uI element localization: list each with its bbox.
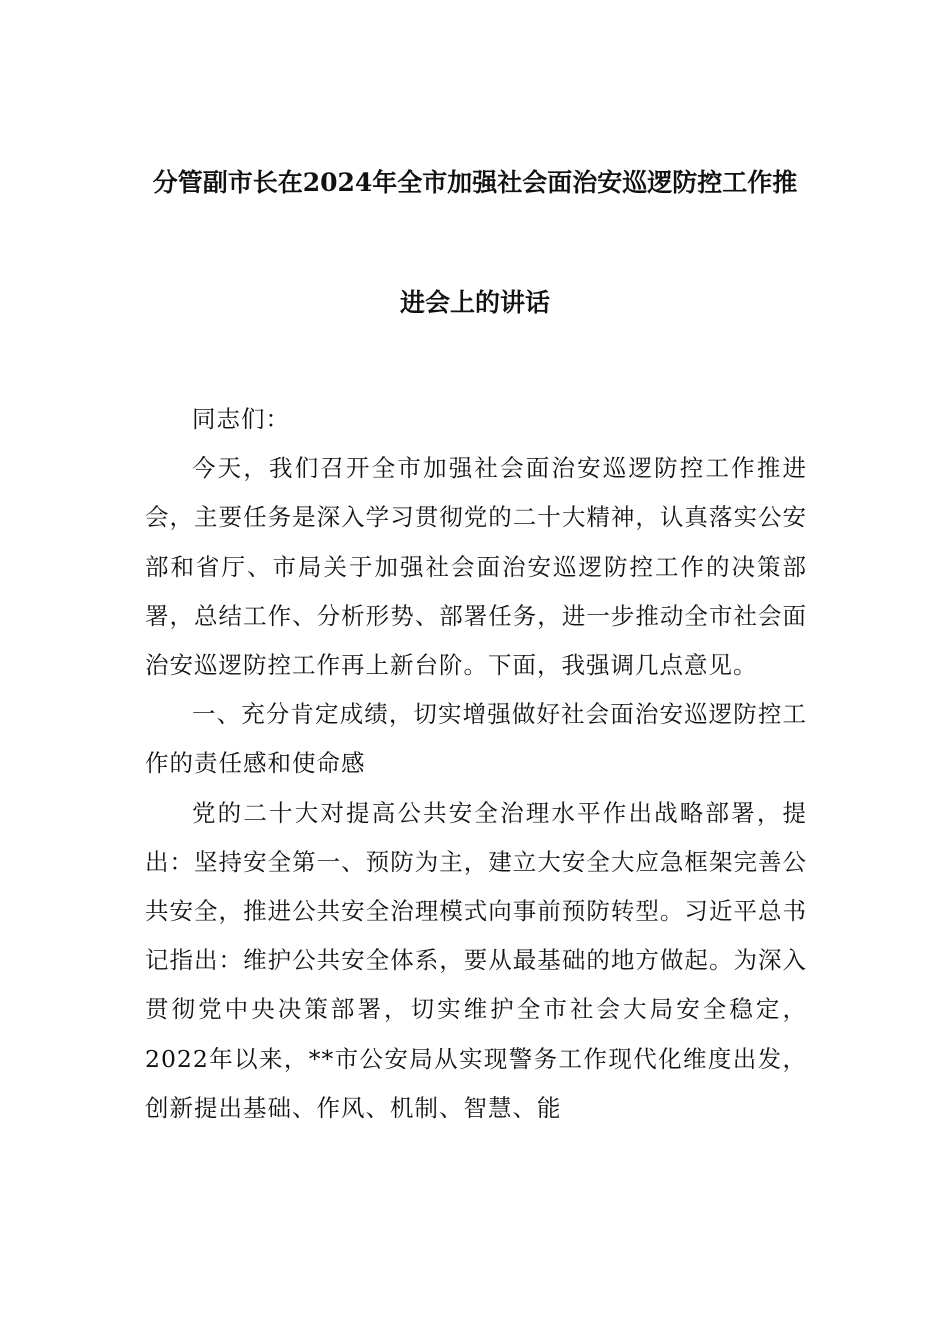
paragraph-intro: 今天，我们召开全市加强社会面治安巡逻防控工作推进会，主要任务是深入学习贯彻党的二十大精神，认真落实公安部和省厅、市局关于加强社会面治安巡逻防控工作的决策部署，总结工作、分析形势、部署任务，进一步推动全市社会面治安巡逻防控工作再上新台阶。下面，我强调几点意见。 — [145, 454, 807, 680]
document-title-line-1: 分管副市长在2024年全市加强社会面治安巡逻防控工作推 — [152, 168, 798, 197]
document-title-line-2: 进会上的讲话 — [399, 288, 550, 317]
salutation: 同志们： — [192, 405, 290, 433]
section-heading-1: 一、充分肯定成绩，切实增强做好社会面治安巡逻防控工作的责任感和使命感 — [145, 700, 807, 778]
paragraph-section-1: 党的二十大对提高公共安全治理水平作出战略部署，提出：坚持安全第一、预防为主，建立大安全大应急框架完善公共安全，推进公共安全治理模式向事前预防转型。习近平总书记指出：维护公共安全体系，要从最基础的地方做起。为深入贯彻党中央决策部署，切实维护全市社会大局安全稳定，2022年以来，**市公安局从实现警务工作现代化维度出发，创新提出基础、作风、机制、智慧、能 — [145, 798, 807, 1122]
document-body — [145, 395, 807, 1133]
